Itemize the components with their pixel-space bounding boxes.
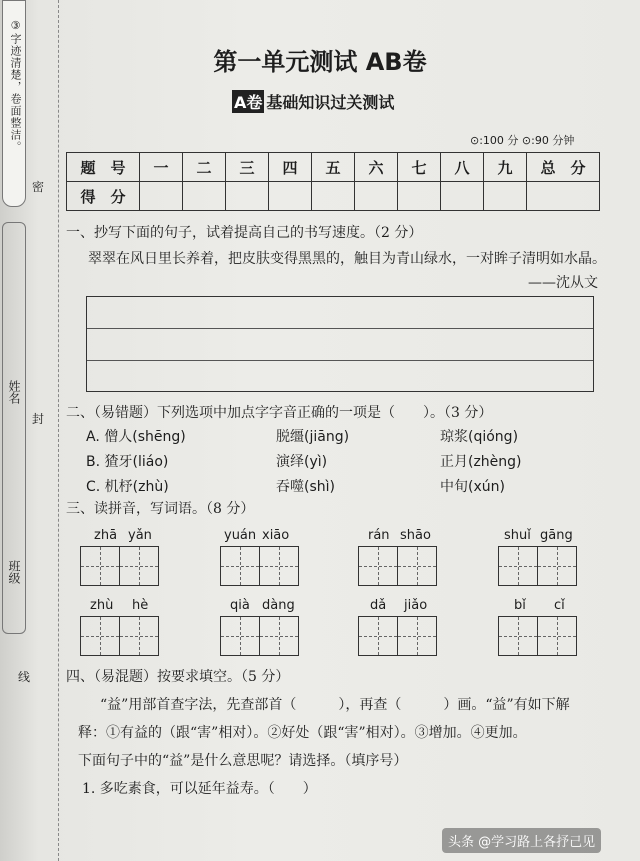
- seal-mark-mi: 密: [32, 180, 45, 194]
- instructions-pill: [2, 0, 26, 207]
- score-cell: 八: [441, 153, 484, 182]
- seal-mark-feng: 封: [32, 412, 45, 426]
- pinyin: dàng: [262, 598, 295, 613]
- pinyin: xiāo: [262, 528, 290, 543]
- score-input[interactable]: [355, 182, 398, 211]
- class-label: 班级: [7, 560, 21, 584]
- q4-line-3: 下面句子中的“益”是什么意思呢？请选择。（填序号）: [78, 753, 408, 769]
- q4-line-2: 释：①有益的（跟“害”相对）。②好处（跟“害”相对）。③增加。④更加。: [78, 725, 527, 741]
- pinyin: yǎn: [128, 528, 152, 543]
- writing-cell[interactable]: [358, 546, 398, 586]
- writing-cell[interactable]: [397, 546, 437, 586]
- writing-cell[interactable]: [358, 616, 398, 656]
- writing-cell[interactable]: [498, 616, 538, 656]
- score-input[interactable]: [312, 182, 355, 211]
- page-title: 第一单元测试 AB卷: [213, 48, 427, 76]
- question-3-title: 三、读拼音，写词语。（8 分）: [66, 501, 255, 517]
- score-input[interactable]: [527, 182, 600, 211]
- pinyin: rán: [368, 528, 390, 543]
- pinyin: bǐ: [514, 598, 526, 613]
- writing-cell[interactable]: [220, 616, 260, 656]
- score-input[interactable]: [269, 182, 312, 211]
- score-cell: 一: [140, 153, 183, 182]
- pinyin: gāng: [540, 528, 573, 543]
- pinyin: yuán: [224, 528, 257, 543]
- instructions-text: ③字迹清楚，卷面整洁。: [9, 19, 22, 153]
- score-cell: 二: [183, 153, 226, 182]
- q4-line-4: 1. 多吃素食，可以延年益寿。（ ）: [82, 781, 317, 797]
- tianzige-grid: [220, 546, 297, 586]
- writing-cell[interactable]: [80, 616, 120, 656]
- pinyin: dǎ: [370, 598, 387, 613]
- writing-cell[interactable]: [397, 616, 437, 656]
- tianzige-grid: [220, 616, 297, 656]
- option-c3: 中旬(xún): [440, 479, 505, 495]
- pinyin: zhù: [90, 598, 114, 613]
- question-2-title: 二、（易错题）下列选项中加点字字音正确的一项是（ ）。（3 分）: [66, 405, 493, 421]
- option-c1: C. 机杼(zhù): [86, 479, 169, 495]
- writing-box[interactable]: [86, 296, 594, 392]
- score-input[interactable]: [398, 182, 441, 211]
- writing-cell[interactable]: [220, 546, 260, 586]
- score-cell: 九: [484, 153, 527, 182]
- writing-line[interactable]: [87, 361, 593, 392]
- writing-cell[interactable]: [80, 546, 120, 586]
- writing-cell[interactable]: [259, 546, 299, 586]
- q4-line-1: “益”用部首查字法，先查部首（ ），再查（ ）画。“益”有如下解: [100, 697, 570, 713]
- score-cell: 五: [312, 153, 355, 182]
- writing-cell[interactable]: [537, 546, 577, 586]
- pinyin: shuǐ: [504, 528, 531, 543]
- question-4-title: 四、（易混题）按要求填空。（5 分）: [66, 669, 290, 685]
- tianzige-grid: [498, 546, 575, 586]
- question-1-title: 一、抄写下面的句子，试着提高自己的书写速度。（2 分）: [66, 225, 423, 241]
- score-input[interactable]: [484, 182, 527, 211]
- score-cell: 六: [355, 153, 398, 182]
- score-input[interactable]: [226, 182, 269, 211]
- section-badge: A卷: [232, 90, 264, 113]
- option-b1: B. 猹牙(liáo): [86, 454, 169, 470]
- pinyin: shāo: [400, 528, 431, 543]
- score-input[interactable]: [140, 182, 183, 211]
- seal-mark-xian: 线: [18, 670, 31, 684]
- option-b2: 演绎(yì): [276, 454, 328, 470]
- score-cell: 得 分: [67, 182, 140, 211]
- pinyin: qià: [230, 598, 250, 613]
- tianzige-grid: [80, 616, 157, 656]
- writing-cell[interactable]: [119, 616, 159, 656]
- tianzige-grid: [358, 616, 435, 656]
- writing-cell[interactable]: [259, 616, 299, 656]
- pinyin: zhā: [94, 528, 118, 543]
- pinyin: cǐ: [554, 598, 565, 613]
- score-cell: 四: [269, 153, 312, 182]
- tianzige-grid: [498, 616, 575, 656]
- score-cell: 总 分: [527, 153, 600, 182]
- passage-author: ——沈从文: [528, 275, 598, 291]
- option-a3: 琼浆(qióng): [440, 429, 519, 445]
- option-b3: 正月(zhèng): [440, 454, 522, 470]
- score-input[interactable]: [441, 182, 484, 211]
- tianzige-grid: [358, 546, 435, 586]
- pinyin: jiǎo: [404, 598, 428, 613]
- score-header-row: [67, 153, 600, 182]
- writing-cell[interactable]: [498, 546, 538, 586]
- writing-cell[interactable]: [119, 546, 159, 586]
- option-a1: A. 僧人(shēng): [86, 429, 186, 445]
- pinyin: hè: [132, 598, 149, 613]
- name-label: 姓名: [7, 380, 21, 404]
- score-input[interactable]: [183, 182, 226, 211]
- binding-margin: [0, 0, 59, 861]
- score-table: [66, 152, 600, 211]
- tianzige-grid: [80, 546, 157, 586]
- score-value-row: [67, 182, 600, 211]
- writing-cell[interactable]: [537, 616, 577, 656]
- subtitle-text: 基础知识过关测试: [266, 93, 395, 112]
- passage-text: 翠翠在风日里长养着，把皮肤变得黑黑的，触目为青山绿水，一对眸子清明如水晶。: [88, 251, 606, 267]
- option-a2: 脱缰(jiāng): [276, 429, 350, 445]
- writing-line[interactable]: [87, 329, 593, 361]
- page-subtitle: [232, 90, 394, 113]
- watermark: 头条 @学习路上各抒己见: [442, 828, 601, 853]
- score-cell: 题 号: [67, 153, 140, 182]
- score-cell: 三: [226, 153, 269, 182]
- writing-line[interactable]: [87, 297, 593, 329]
- option-c2: 吞噬(shì): [276, 479, 335, 495]
- score-cell: 七: [398, 153, 441, 182]
- score-time-info: ⊙:100 分 ⊙:90 分钟: [470, 134, 575, 147]
